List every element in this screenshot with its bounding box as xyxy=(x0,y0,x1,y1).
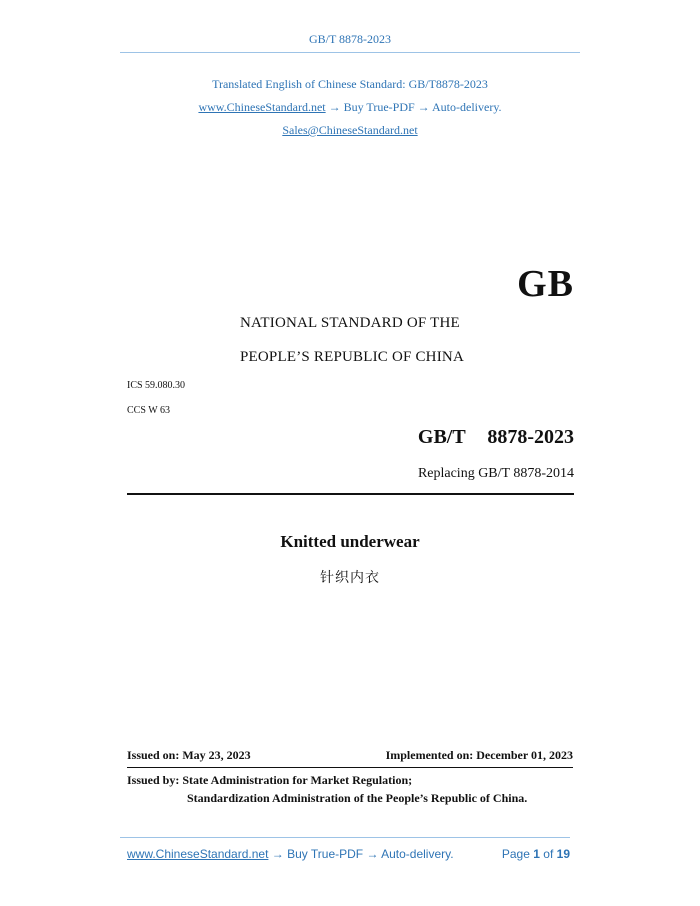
running-header: GB/T 8878-2023 xyxy=(308,32,392,46)
promo-line-3 xyxy=(0,123,700,138)
page-label: Page xyxy=(501,847,530,861)
promo-line-2-text: → Buy True-PDF → Auto-delivery. xyxy=(325,100,502,114)
promo-email-link[interactable]: Sales@ChineseStandard.net xyxy=(282,123,418,137)
replacing-note: Replacing GB/T 8878-2014 xyxy=(417,466,574,481)
of-label: of xyxy=(543,847,554,861)
issued-on: Issued on: May 23, 2023 xyxy=(127,748,251,762)
footer-promo-text: → Buy True-PDF → Auto-delivery. xyxy=(268,847,454,861)
issued-by-line-2: Standardization Administration of the People’s Republic of China. xyxy=(187,791,528,805)
page-indicator xyxy=(502,847,570,861)
footer-promo xyxy=(127,847,454,861)
footer-site-link[interactable]: www.ChineseStandard.net xyxy=(127,847,269,861)
issued-by-line-1: Issued by: State Administration for Market Regulation; xyxy=(127,773,413,787)
issue-divider xyxy=(127,767,573,768)
document-title-cn: 针织内衣 xyxy=(320,570,380,586)
page-number: 1 xyxy=(533,847,540,861)
footer-divider xyxy=(120,837,570,838)
national-standard-line-1: NATIONAL STANDARD OF THE xyxy=(240,315,460,331)
header-divider xyxy=(120,52,580,53)
ccs-code: CCS W 63 xyxy=(127,405,170,416)
title-divider xyxy=(127,493,574,495)
ics-code: ICS 59.080.30 xyxy=(127,380,186,391)
promo-line-2 xyxy=(0,100,700,115)
total-pages: 19 xyxy=(556,847,570,861)
implemented-on: Implemented on: December 01, 2023 xyxy=(385,748,573,762)
document-title-en: Knitted underwear xyxy=(280,532,420,551)
promo-site-link[interactable]: www.ChineseStandard.net xyxy=(198,100,326,114)
gb-logo: GB xyxy=(517,263,574,305)
national-standard-line-2: PEOPLE’S REPUBLIC OF CHINA xyxy=(240,349,464,365)
promo-line-1: Translated English of Chinese Standard: GB/T8878-2023 xyxy=(212,77,488,91)
standard-number: GB/T 8878-2023 xyxy=(417,426,574,448)
